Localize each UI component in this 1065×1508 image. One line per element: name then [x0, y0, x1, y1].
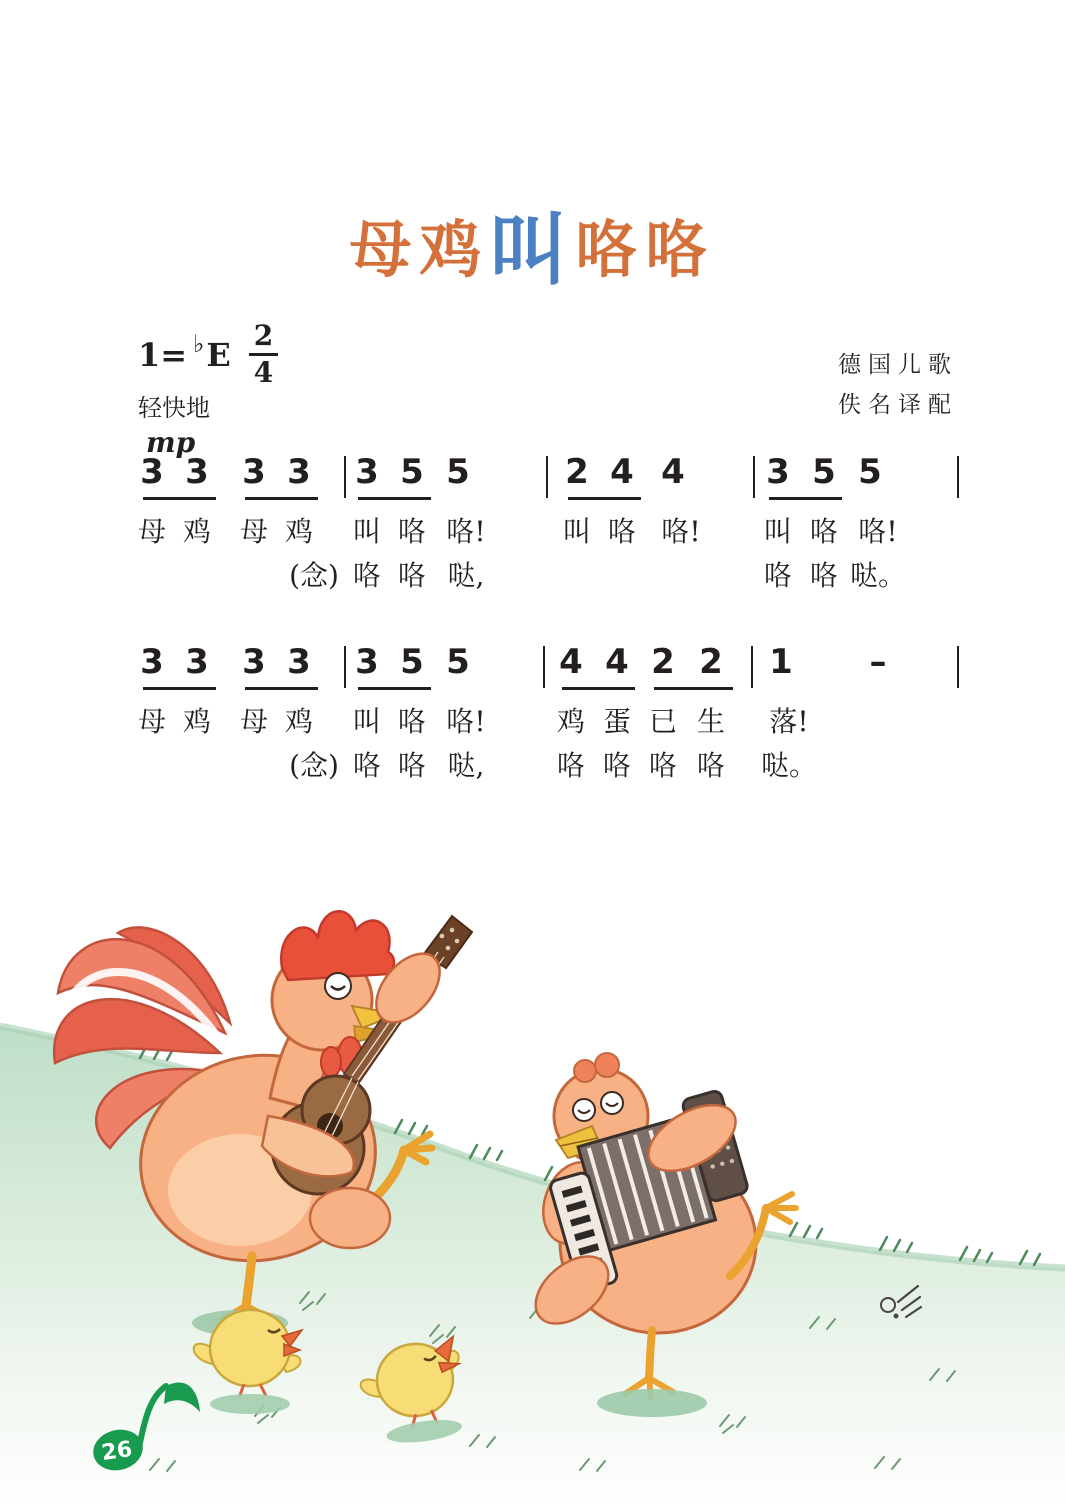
lyric-syllable: 咯! — [446, 515, 486, 548]
lyric-syllable: 咯! — [446, 705, 486, 738]
spoken-syllable: 咯 — [397, 749, 427, 782]
barline — [344, 456, 346, 498]
jianpu-note: 4 — [605, 642, 629, 682]
lyric-syllable: 鸡 — [182, 705, 212, 738]
lyric-syllable: 落! — [769, 705, 809, 738]
jianpu-note: 3 — [287, 452, 311, 492]
spoken-syllable: 咯 — [809, 559, 839, 592]
page-number: 26 — [100, 1436, 134, 1467]
lyric-syllable: 叫 — [352, 705, 382, 738]
lyric-syllable: 生 — [696, 705, 726, 738]
spoken-syllable: 咯 — [763, 559, 793, 592]
jianpu-note: 4 — [610, 452, 634, 492]
key-signature — [138, 319, 278, 389]
grass-patch-hen — [597, 1389, 707, 1417]
eighth-note-beam — [769, 497, 842, 500]
credit-translator: 佚名译配 — [838, 392, 958, 419]
jianpu-note: 2 — [565, 452, 589, 492]
lyric-syllable: 母 — [239, 705, 269, 738]
jianpu-note: 5 — [446, 452, 470, 492]
lyric-syllable: 母 — [137, 705, 167, 738]
lyric-syllable: 咯! — [858, 515, 898, 548]
title-part-2: 叫 — [489, 206, 576, 296]
hen-comb-1 — [574, 1060, 596, 1082]
lyric-syllable: 已 — [648, 705, 678, 738]
time-signature-numerator: 2 — [249, 322, 278, 356]
hen-eye-right — [601, 1092, 623, 1114]
lyric-syllable: 叫 — [562, 515, 592, 548]
rooster-thigh — [310, 1188, 390, 1248]
lyric-syllable: 鸡 — [556, 705, 586, 738]
barline — [546, 456, 548, 498]
jianpu-note: – — [869, 642, 887, 682]
key-prefix: 1= — [138, 336, 188, 374]
lyric-syllable: 鸡 — [182, 515, 212, 548]
spoken-syllable: 咯 — [352, 559, 382, 592]
lyric-syllable: 鸡 — [284, 705, 314, 738]
lyric-syllable: 鸡 — [284, 515, 314, 548]
spoken-syllable: (念) — [289, 559, 339, 592]
eighth-note-beam — [143, 687, 216, 690]
spoken-syllable: (念) — [289, 749, 339, 782]
jianpu-note: 3 — [766, 452, 790, 492]
eighth-note-beam — [358, 687, 431, 690]
jianpu-note: 3 — [287, 642, 311, 682]
jianpu-note: 3 — [242, 642, 266, 682]
grass-patch-chick1 — [210, 1394, 290, 1414]
spoken-syllable: 咯 — [397, 559, 427, 592]
spoken-syllable: 咯 — [648, 749, 678, 782]
eighth-note-beam — [245, 497, 318, 500]
credits — [838, 345, 958, 426]
jianpu-note: 3 — [185, 452, 209, 492]
jianpu-note: 3 — [242, 452, 266, 492]
score-line-2 — [0, 642, 1065, 802]
credit-origin: 德国儿歌 — [838, 352, 958, 378]
jianpu-note: 5 — [446, 642, 470, 682]
jianpu-note: 3 — [140, 452, 164, 492]
eighth-note-beam — [568, 497, 641, 500]
title-part-1: 母鸡 — [349, 213, 490, 286]
barline — [344, 646, 346, 688]
jianpu-note: 2 — [651, 642, 675, 682]
time-signature — [249, 319, 278, 389]
jianpu-note: 5 — [400, 642, 424, 682]
rooster-eye — [325, 973, 351, 999]
spoken-syllable: 哒。 — [760, 749, 818, 782]
barline — [753, 456, 755, 498]
jianpu-note: 3 — [355, 452, 379, 492]
title-part-3: 咯咯 — [575, 213, 716, 286]
key-letter: E — [206, 336, 231, 374]
jianpu-note: 4 — [661, 452, 685, 492]
barline — [957, 646, 959, 688]
spoken-syllable: 哒。 — [849, 559, 907, 592]
eighth-note-beam — [245, 687, 318, 690]
eighth-note-beam — [143, 497, 216, 500]
jianpu-note: 5 — [400, 452, 424, 492]
spoken-syllable: 咯 — [556, 749, 586, 782]
jianpu-note: 2 — [699, 642, 723, 682]
lyric-syllable: 咯 — [397, 705, 427, 738]
jianpu-note: 5 — [812, 452, 836, 492]
song-title — [0, 188, 1065, 300]
jianpu-note: 1 — [769, 642, 793, 682]
barline — [957, 456, 959, 498]
jianpu-note: 3 — [355, 642, 379, 682]
jianpu-note: 4 — [559, 642, 583, 682]
farm-illustration — [0, 858, 1065, 1508]
lyric-syllable: 母 — [137, 515, 167, 548]
jianpu-note: 5 — [858, 452, 882, 492]
rooster-wattle-2 — [321, 1047, 341, 1077]
lyric-syllable: 蛋 — [602, 705, 632, 738]
flat-sign: ♭ — [193, 329, 205, 358]
lyric-syllable: 叫 — [763, 515, 793, 548]
lyric-syllable: 母 — [239, 515, 269, 548]
lyric-syllable: 咯 — [607, 515, 637, 548]
spoken-syllable: 咯 — [352, 749, 382, 782]
time-signature-denominator: 4 — [253, 356, 274, 389]
hen-comb-2 — [595, 1053, 619, 1077]
eighth-note-beam — [654, 687, 733, 690]
eighth-note-beam — [562, 687, 635, 690]
jianpu-note: 3 — [140, 642, 164, 682]
spoken-syllable: 哒, — [447, 749, 485, 782]
hen-eye-left — [573, 1099, 595, 1121]
jianpu-note: 3 — [185, 642, 209, 682]
lyric-syllable: 咯 — [809, 515, 839, 548]
spoken-syllable: 咯 — [696, 749, 726, 782]
spoken-syllable: 咯 — [602, 749, 632, 782]
tempo-marking: 轻快地 — [138, 394, 210, 422]
barline — [751, 646, 753, 688]
rooster-comb — [281, 911, 394, 980]
dynamic-marking: mp — [146, 426, 196, 459]
lyric-syllable: 咯! — [661, 515, 701, 548]
barline — [543, 646, 545, 688]
lyric-syllable: 咯 — [397, 515, 427, 548]
spoken-syllable: 哒, — [447, 559, 485, 592]
score-line-1 — [0, 452, 1065, 612]
lyric-syllable: 叫 — [352, 515, 382, 548]
eighth-note-beam — [358, 497, 431, 500]
